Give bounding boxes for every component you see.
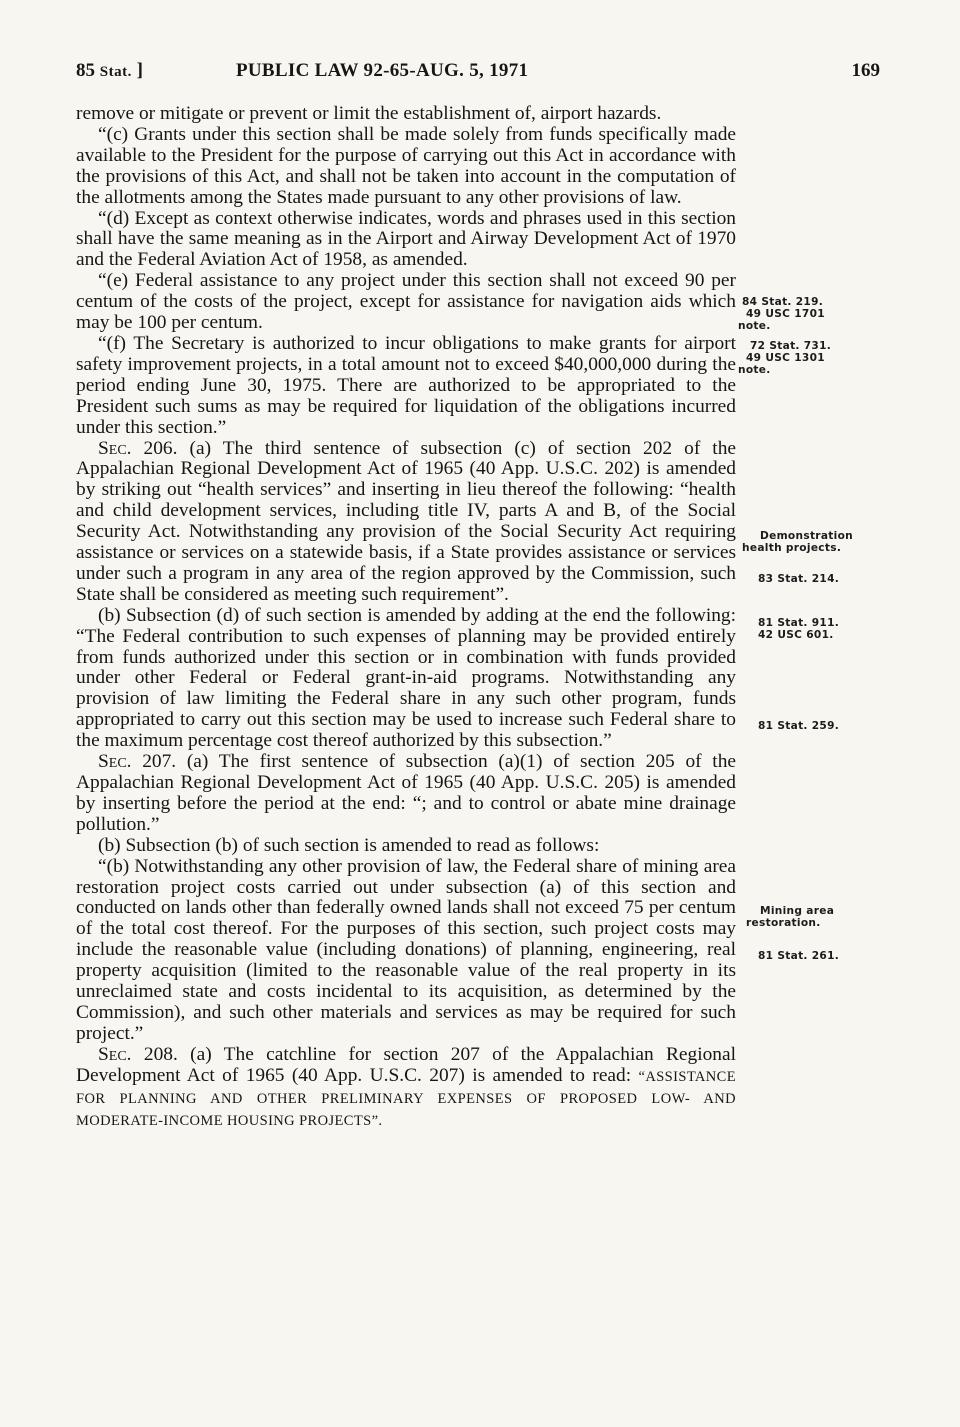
section-206-b: (b) Subsection (d) of such section is amended by adding at the end the following: “The Federal contribution to such expenses of planning may be provided entirely from funds authorized under this section or in combination with funds provided under other Federal or Federal grant-in-aid programs. Notwithstanding any provision of law limiting the Federal share in any such other program, funds appropriated to carry out this section may be used to increase such Federal share to the maximum percentage cost thereof authorized by this subsection.”: [76, 604, 736, 752]
paragraph-f: “(f) The Secretary is authorized to incur obligations to make grants for airport safety improvement projects, in a total amount not to exceed $40,000,000 during the period ending June 30, 1975. There are authorized to be appropriated to the President such sums as may be required for liquidation of the obligations incurred under this section.”: [76, 332, 736, 438]
page-header: [76, 60, 880, 86]
law-title: PUBLIC LAW 92-65-AUG. 5, 1971: [236, 60, 529, 81]
section-label: Sec. 208.: [98, 1043, 178, 1065]
margin-note-81-stat-259: 81 Stat. 259.: [758, 720, 840, 732]
section-207-b: (b) Subsection (b) of such section is amended to read as follows:: [98, 834, 600, 856]
catchline-caps: “ASSISTANCE FOR PLANNING AND OTHER PRELIMINARY EXPENSES OF PROPOSED LOW- AND MODERATE-INCOME HOUSING PROJECTS”.: [76, 1068, 736, 1129]
paragraph-c: “(c) Grants under this section shall be made solely from funds specifically made available to the President for the purpose of carrying out this Act in accordance with the provisions of this Act, and shall not be taken into account in the computation of the allotments among the States made pursuant to any other provisions of law.: [76, 123, 736, 208]
page-number: 169: [851, 60, 880, 81]
section-208-a: Sec. 208. (a) The catchline for section 207 of the Appalachian Regional Development Act of 1965 (40 App. U.S.C. 207) is amended to read: “ASSISTANCE FOR PLANNING AND OTHER PRELIMINARY EXPENSES OF PROPOSED LOW- AND MODERATE-INCOME HOUSING PROJECTS”.: [76, 1043, 736, 1129]
paragraph-hazards: remove or mitigate or prevent or limit the establishment of, airport hazards.: [76, 103, 662, 124]
margin-note-demonstration: Demonstration health projects.: [742, 530, 853, 554]
section-207-a: Sec. 207. (a) The first sentence of subsection (a)(1) of section 205 of the Appalachian Regional Development Act of 1965 (40 App. U.S.C. 205) is amended by inserting before the period at the end: “; and to control or abate mine drainage pollution.”: [76, 751, 736, 835]
margin-note-72-stat-731: 72 Stat. 731. 49 USC 1301 note.: [738, 340, 832, 376]
section-label: Sec. 206.: [98, 437, 178, 459]
section-label: Sec. 207.: [98, 751, 177, 773]
citation-volume: 85 Stat. ]: [76, 60, 143, 81]
paragraph-e: “(e) Federal assistance to any project under this section shall not exceed 90 per centum of the costs of the project, except for assistance for navigation aids which may be 100 per centum.: [76, 270, 736, 334]
section-206-a: Sec. 206. (a) The third sentence of subsection (c) of section 202 of the Appalachian Regional Development Act of 1965 (40 App. U.S.C. 202) is amended by striking out “health services” and inserting in lieu thereof the following: “health and child development services, including title IV, parts A and B, of the Social Security Act. Notwithstanding any provision of the Social Security Act requiring assistance or services on a statewide basis, if a State provides assistance or services under such a program in any area of the region approved by the Commission, such State shall be considered as meeting such requirement”.: [76, 437, 736, 605]
margin-note-81-stat-911: 81 Stat. 911. 42 USC 601.: [758, 617, 840, 641]
statute-body: [76, 104, 736, 1131]
section-207-b-text: “(b) Notwithstanding any other provision of law, the Federal share of mining area restoration project costs carried out under subsection (a) of this section and conducted on lands other than federally owned lands shall not exceed 75 per centum of the total cost thereof. For the purposes of this section, such project costs may include the reasonable value (including donations) of planning, engineering, real property acquisition (limited to the reasonable value of the real property in its unreclaimed state and costs incidental to its acquisition, as determined by the Commission), and such other materials and services as may be required for such project.”: [76, 855, 736, 1044]
margin-note-mining-area: Mining area restoration.: [746, 905, 835, 929]
margin-note-81-stat-261: 81 Stat. 261.: [758, 950, 840, 962]
paragraph-d: “(d) Except as context otherwise indicates, words and phrases used in this section shall have the same meaning as in the Airport and Airway Development Act of 1970 and the Federal Aviation Act of 1958, as amended.: [76, 207, 736, 271]
margin-note-84-stat-219: 84 Stat. 219. 49 USC 1701 note.: [738, 296, 825, 332]
margin-note-83-stat-214: 83 Stat. 214.: [758, 573, 840, 585]
